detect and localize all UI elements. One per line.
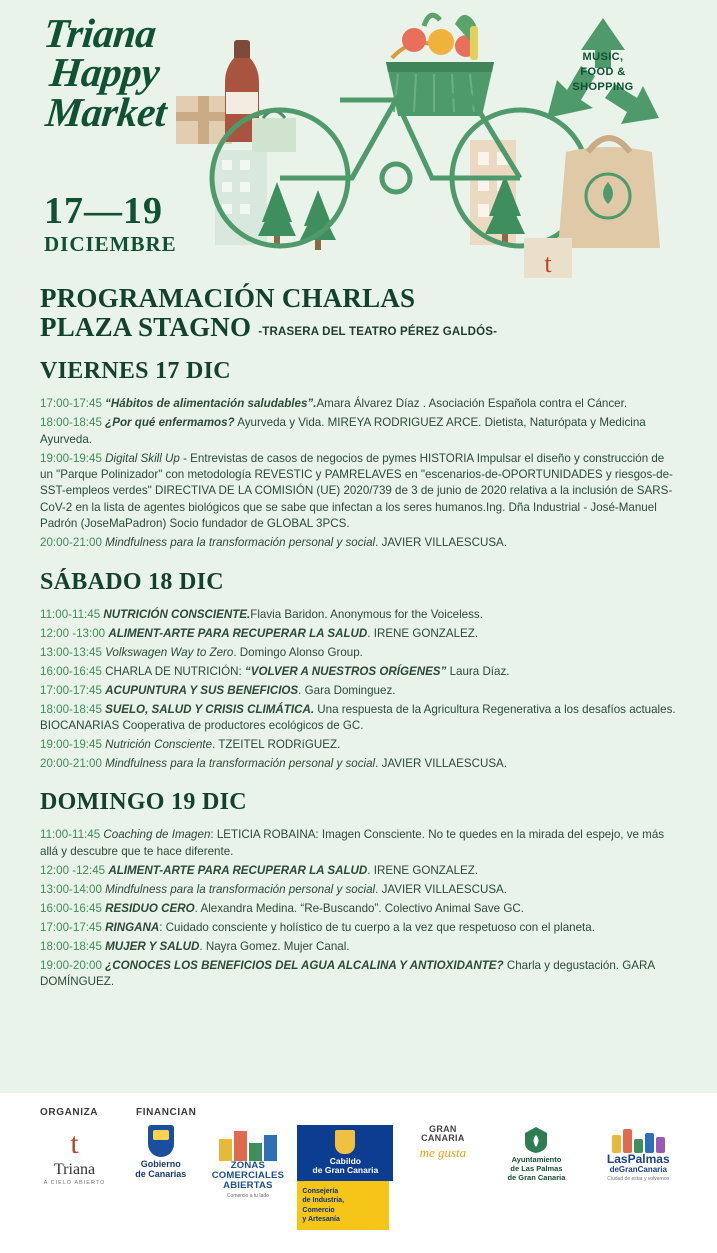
recycle-caption-line3: SHOPPING [572,80,634,93]
svg-text:t: t [544,249,552,278]
logo-line-2: Happy [47,49,162,96]
session-item [40,415,677,448]
session-title: CHARLA DE NUTRICIÓN: [105,664,245,678]
logo-gc-line3: me gusta [419,1144,467,1160]
logo-ayto-line1: Ayuntamiento [511,1155,562,1164]
session-title: ALIMENT-ARTE PARA RECUPERAR LA SALUD [108,626,368,640]
session-time: 12:00 -12:45 [40,863,106,877]
session-time: 17:00-17:45 [40,920,102,934]
hero-banner [0,0,717,278]
session-item [40,702,677,735]
session-title: SUELO, SALUD Y CRISIS CLIMÁTICA. [105,702,315,716]
session-time: 19:00-20:00 [40,958,102,972]
logo-triana-sub: A CIELO ABIERTO [43,1180,106,1186]
session-item [40,396,677,412]
logo-cabildo-gran-canaria [297,1125,393,1223]
sponsor-footer [0,1093,717,1253]
zonas-bars-icon [219,1125,277,1161]
session-item [40,756,677,772]
session-item [40,737,677,753]
session-desc: : Cuidado consciente y holístico de tu cuerpo a la vez que respetuoso con el planeta. [159,920,595,934]
logo-gobierno-line1: Gobierno [140,1159,181,1169]
session-item [40,882,677,898]
venue-note: -TRASERA DEL TEATRO PÉREZ GALDÓS- [258,326,498,339]
session-desc: . JAVIER VILLAESCUSA. [375,756,508,770]
session-title: Coaching de Imagen [103,828,211,842]
ayuntamiento-crest-icon [521,1125,551,1155]
session-time: 18:00-18:45 [40,702,102,716]
session-item [40,827,677,860]
session-list-friday [40,396,677,552]
session-desc: . JAVIER VILLAESCUSA. [375,882,508,896]
triana-cross-icon: t [70,1127,79,1160]
session-time: 19:00-19:45 [40,737,102,751]
session-title: Volkswagen Way to Zero [105,645,234,659]
session-desc: . Domingo Alonso Group. [233,645,363,659]
session-time: 16:00-16:45 [40,901,102,915]
session-title: ALIMENT-ARTE PARA RECUPERAR LA SALUD [108,863,368,877]
session-title: ¿CONOCES LOS BENEFICIOS DEL AGUA ALCALINA Y ANTIOXIDANTE? [105,958,504,972]
page-title: PROGRAMACIÓN CHARLAS [40,283,416,313]
session-list-saturday [40,607,677,773]
session-desc: . IRENE GONZALEZ. [367,626,479,640]
recycle-caption-line1: MUSIC, [582,51,624,63]
session-title-emph: “VOLVER A NUESTROS ORÍGENES” [244,664,447,678]
session-time: 18:00-18:45 [40,416,102,430]
session-item [40,645,677,661]
session-desc: Charla y degustación. GARA DOMÍNGUEZ. [40,958,655,988]
session-title: Digital Skill Up [105,451,180,465]
session-desc: . Nayra Gomez. Mujer Canal. [199,939,350,953]
session-title: NUTRICIÓN CONSCIENTE. [103,607,251,621]
session-item [40,451,677,533]
session-desc: . JAVIER VILLAESCUSA. [375,536,508,550]
session-desc: Ayurveda y Vida. MIREYA RODRIGUEZ ARCE. Dietista, Naturópata y Medicina Ayurveda. [40,416,646,446]
day-heading-sunday: DOMINGO 19 DIC [40,789,247,816]
organiza-label: ORGANIZA [40,1107,99,1118]
session-time: 20:00-21:00 [40,536,102,550]
session-time: 17:00-17:45 [40,683,102,697]
logo-laspalmas-line1: LasPalmas [606,1152,670,1166]
session-item [40,535,677,551]
session-item [40,939,677,955]
session-time: 20:00-21:00 [40,756,102,770]
recycle-caption [561,50,645,95]
cabildo-main [297,1125,393,1181]
program-subtitle-row [40,313,677,342]
logo-ayto-line3: de Gran Canaria [507,1173,566,1182]
logo-zonas-line3: ABIERTAS [223,1179,273,1191]
logo-gobierno-line2: de Canarias [135,1168,187,1179]
logo-las-palmas [591,1125,687,1182]
event-logo [41,10,234,135]
logo-gobierno-canarias [123,1125,198,1180]
consejeria-line3: Comercio [302,1206,335,1214]
session-item [40,920,677,936]
session-time: 18:00-18:45 [40,939,102,953]
event-month: DICIEMBRE [44,232,177,256]
logo-triana-name: Triana [53,1161,96,1178]
session-time: 11:00-11:45 [40,607,101,621]
session-desc: . IRENE GONZALEZ. [367,863,479,877]
session-time: 13:00-13:45 [40,645,102,659]
session-desc: . Alexandra Medina. “Re-Buscando”. Colectivo Animal Save GC. [194,901,524,915]
sponsor-logo-row [36,1125,686,1237]
session-list-sunday [40,827,677,990]
day-heading-friday: VIERNES 17 DIC [40,358,231,385]
session-title: RESIDUO CERO [105,901,195,915]
session-desc: - Entrevistas de casos de negocios de pymes HISTORIA Impulsar el diseño y construcción de un "Parque Polinizador" con metodología REVESTIC y PAMRELAVES en "escenarios-de-OPORTUNIDADES y riesgos-de-SST-empleos verdes" DIRECTIVA DE LA COMISIÓN (UE) 2020/739 de 3 de junio de 2020 relativa a la inclusión de SARS-CoV-2 en la lista de agentes biológicos que se sabe que infectan a los seres humanos.Ing. Dña Industrial - José-Manuel Padrón (JoseMaPadron) Socio fundador de GLOBAL 3PCS. [40,451,673,531]
session-desc: . Gara Dominguez. [298,683,396,697]
consejeria-line2: de Industria, [302,1197,345,1205]
consejeria-line4: y Artesanía [302,1216,340,1223]
day-heading-saturday: SÁBADO 18 DIC [40,568,224,595]
financian-label: FINANCIAN [136,1107,197,1118]
session-time: 11:00-11:45 [40,828,101,842]
logo-laspalmas-sub: Ciudad de estar y volvernos [607,1176,670,1182]
logo-line-3: Market [43,88,169,135]
session-desc: Laura Díaz. [446,664,510,678]
cabildo-consejeria [297,1181,389,1231]
session-time: 16:00-16:45 [40,664,102,678]
recycle-caption-line2: FOOD & [580,65,626,78]
session-desc: : LETICIA ROBAINA: Imagen Consciente. No te quedes en la mirada del espejo, ve más allá y descubre que te hace diferente. [40,828,665,858]
logo-gc-line2: CANARIA [421,1133,465,1144]
session-desc: Amara Álvarez Díaz . Asociación Española contra el Cáncer. [316,397,628,411]
session-title: ACUPUNTURA Y SUS BENEFICIOS [105,683,299,697]
shield-icon [148,1125,174,1157]
session-desc: Una respuesta de la Agricultura Regenerativa a los desafíos actuales. BIOCANARIAS Cooperativa de productores ecológicos de GC. [40,702,676,733]
laspalmas-marks-icon [612,1125,665,1153]
session-item [40,607,677,623]
session-item [40,863,677,879]
cabildo-shield-icon [335,1130,355,1154]
session-title: “Hábitos de alimentación saludables”. [105,397,317,411]
session-item [40,958,677,991]
session-desc: Flavia Baridon. Anonymous for the Voiceless. [250,607,483,621]
session-item [40,901,677,917]
logo-cabildo-line1: Cabildo [329,1156,361,1166]
page-subtitle: PLAZA STAGNO [40,311,252,342]
session-item [40,683,677,699]
session-title: Nutrición Consciente [105,737,213,751]
logo-ayuntamiento [492,1125,580,1182]
session-item [40,626,677,642]
event-dates [44,192,177,257]
session-time: 19:00-19:45 [40,451,102,465]
logo-line-1: Triana [41,10,159,56]
logo-zonas-comerciales [208,1125,287,1199]
session-title: ¿Por qué enfermamos? [105,416,235,430]
session-title: Mindfulness para la transformación personal y social [105,756,376,770]
event-date-range: 17—19 [44,190,163,232]
logo-ayto-line2: de Las Palmas [510,1164,563,1173]
session-time: 17:00-17:45 [40,397,102,411]
session-time: 13:00-14:00 [40,882,102,896]
consejeria-line1: Consejería [302,1187,339,1195]
session-desc: . TZEITEL RODRíGUEZ. [212,737,341,751]
session-title: Mindfulness para la transformación personal y social [105,882,376,896]
session-title: Mindfulness para la transformación personal y social [105,536,376,550]
logo-triana [36,1125,113,1186]
session-title: MUJER Y SALUD [105,939,200,953]
logo-zonas-line2: COMERCIALES [211,1169,285,1181]
session-time: 12:00 -13:00 [40,626,106,640]
program-section [0,278,717,990]
logo-gc-line1: GRAN [429,1124,457,1134]
logo-laspalmas-line2: deGranCanaria [609,1165,667,1174]
logo-zonas-line1: ZONAS [230,1160,266,1171]
session-title: RINGANA [105,920,160,934]
logo-gran-canaria-me-gusta [403,1125,482,1161]
logo-cabildo-line2: de Gran Canaria [312,1165,379,1176]
logo-zonas-sub: Comercio a tu lado [226,1192,269,1199]
session-item [40,664,677,680]
